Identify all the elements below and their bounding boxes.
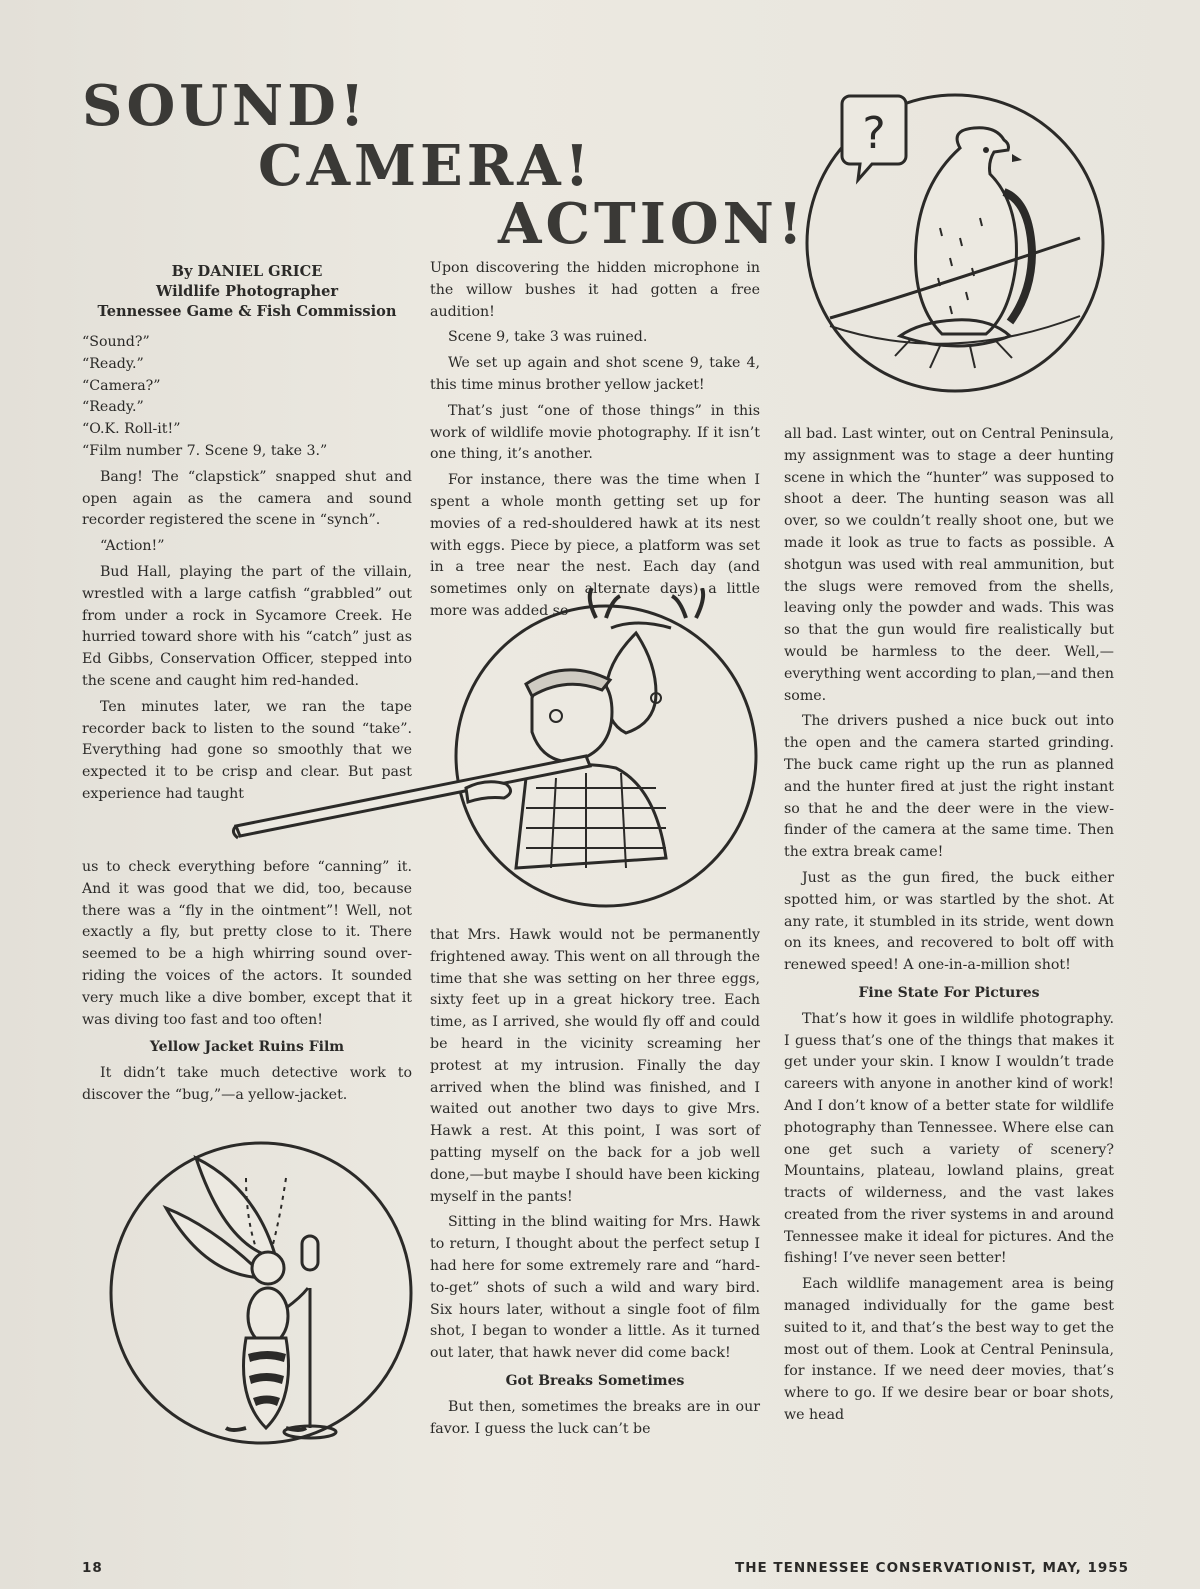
column-3 (784, 424, 1114, 1431)
dialogue-line: “O.K. Roll-it!” (82, 421, 181, 438)
dialogue-line: “Sound?” (82, 334, 150, 350)
publication-line: THE TENNESSEE CONSERVATIONIST, MAY, 1955 (735, 1560, 1130, 1576)
paragraph: Scene 9, take 3 was ruined. (448, 329, 648, 346)
subhead-yellow-jacket: Yellow Jacket Ruins Film (149, 1039, 345, 1056)
byline-author: By DANIEL GRICE (171, 263, 323, 280)
subhead-got-breaks: Got Breaks Sometimes (505, 1372, 685, 1389)
yellow-jacket-illustration (96, 1128, 426, 1458)
paragraph: Bang! The “clapstick” snapped shut and open again as the camera and sound recorder registered the scene in “synch”. (82, 468, 412, 529)
paragraph: all bad. Last winter, out on Central Peninsula, my assignment was to stage a deer hunting scene in which the “hunter” was supposed to shoot a deer. The hunting season was all over, so we couldn’t really shoot one, but we made it look as true to facts as possible. A shotgun was used with real ammunition, but the slugs were removed from the shells, leaving only the powder and wads. This was so that the gun would fire realistically but would be harmless to the deer. Well,—everything went according to plan,—and then some. (784, 426, 1114, 704)
paragraph: But then, sometimes the breaks are in our favor. I guess the luck can’t be (430, 1398, 760, 1437)
dialogue-line: “Ready.” (82, 399, 144, 416)
hunter-deer-illustration (226, 588, 786, 928)
paragraph: That’s just “one of those things” in this work of wildlife movie photography. If it isn’t one thing, it’s another. (430, 402, 760, 463)
paragraph: The drivers pushed a nice buck out into the open and the camera started grinding. The buck came right up the run as planned and the hunter fired at just the right instant so that he and the deer were in the view-finder of the camera at the same time. Then the extra break came! (784, 713, 1114, 861)
paragraph: Upon discovering the hidden microphone in the willow bushes it had gotten a free audition! (430, 260, 760, 320)
paragraph: us to check everything before “canning” it. And it was good that we did, too, because there was a “fly in the ointment”! Well, not exactly a fly, but pretty close to it. There seemed to be a high whirring sound over-riding the voices of the actors. It sounded very much like a dive bomber, except that it was diving too fast and too often! (82, 859, 412, 1028)
paragraph: It didn’t take much detective work to discover the “bug,”—a yellow-jacket. (82, 1065, 412, 1103)
column-2-upper (430, 258, 760, 627)
paragraph: that Mrs. Hawk would not be permanently frightened away. This went on all through the time that she was setting on her three eggs, sixty feet up in a great hickory tree. Each time, as I arrived, she would fly off and could be heard in the vicinity screaming her protest at my intrusion. Finally the day arrived when the blind was finished, and I waited out another two days to give Mrs. Hawk a rest. At this point, I was sort of patting myself on the back for a job well done,—but maybe I should have been kicking myself in the pants! (430, 927, 760, 1205)
paragraph: That’s how it goes in wildlife photography. I guess that’s one of the things that makes it get under your skin. I know I wouldn’t trade careers with anyone in another kind of work! And I don’t know of a better state for wildlife photography than Tennessee. Where else can one get such a variety of scenery? Mountains, plateau, lowland plains, great tracts of wilderness, and the vast lakes created from the river systems in and around Tennessee make it ideal for pictures. And the fishing! I’ve never seen better! (784, 1010, 1114, 1267)
paragraph: Ten minutes later, we ran the tape recorder back to listen to the sound “take”. Everything had gone so smoothly that we expected it to be crisp and clear. But past experience had taught (82, 698, 412, 802)
paragraph: “Action!” (100, 538, 165, 555)
paragraph: Each wildlife management area is being managed individually for the game best suited to it, and that’s the best way to get the most out of them. Look at Central Peninsula, for instance. If we need deer movies, that’s where to go. If we desire bear or boar shots, we head (784, 1276, 1114, 1424)
title-line-1: SOUND! (82, 73, 369, 139)
paragraph: Bud Hall, playing the part of the villain, wrestled with a large catfish “grabbled” out from under a rock in Sycamore Creek. He hurried toward shore with his “catch” just as Ed Gibbs, Conservation Officer, stepped into the scene and caught him red-handed. (82, 563, 412, 689)
page-number: 18 (82, 1560, 103, 1576)
byline-role: Wildlife Photographer (155, 283, 339, 300)
byline-org: Tennessee Game & Fish Commission (97, 303, 397, 320)
subhead-fine-state: Fine State For Pictures (858, 984, 1040, 1001)
dialogue-line: “Camera?” (82, 377, 161, 394)
hawk-illustration (790, 78, 1110, 418)
column-2-lower (430, 925, 760, 1444)
hawk-speech-text: ? (862, 108, 886, 159)
paragraph: Sitting in the blind waiting for Mrs. Hawk to return, I thought about the perfect setup I had here for some extremely rare and “hard-to-get” shots of such a wild and wary bird. Six hours later, without a single foot of film shot, I began to wonder a little. As it turned out later, that hawk never did come back! (430, 1214, 760, 1362)
paragraph: We set up again and shot scene 9, take 4, this time minus brother yellow jacket! (430, 355, 760, 393)
byline (82, 262, 412, 322)
dialogue-line: “Film number 7. Scene 9, take 3.” (82, 442, 328, 459)
paragraph: For instance, there was the time when I spent a whole month getting set up for movies of a red-shouldered hawk at its nest with eggs. Piece by piece, a platform was set in a tree near the nest. Each day (and sometimes only on alternate days) a little more was added so (430, 472, 760, 619)
title-line-2: CAMERA! (258, 133, 594, 199)
paragraph: Just as the gun fired, the buck either spotted him, or was startled by the shot. At any rate, it stumbled in its stride, went down on its knees, and recovered to bolt off with renewed speed! A one-in-a-million shot! (784, 869, 1114, 974)
dialogue-line: “Ready.” (82, 355, 144, 372)
title-line-3: ACTION! (498, 191, 807, 257)
